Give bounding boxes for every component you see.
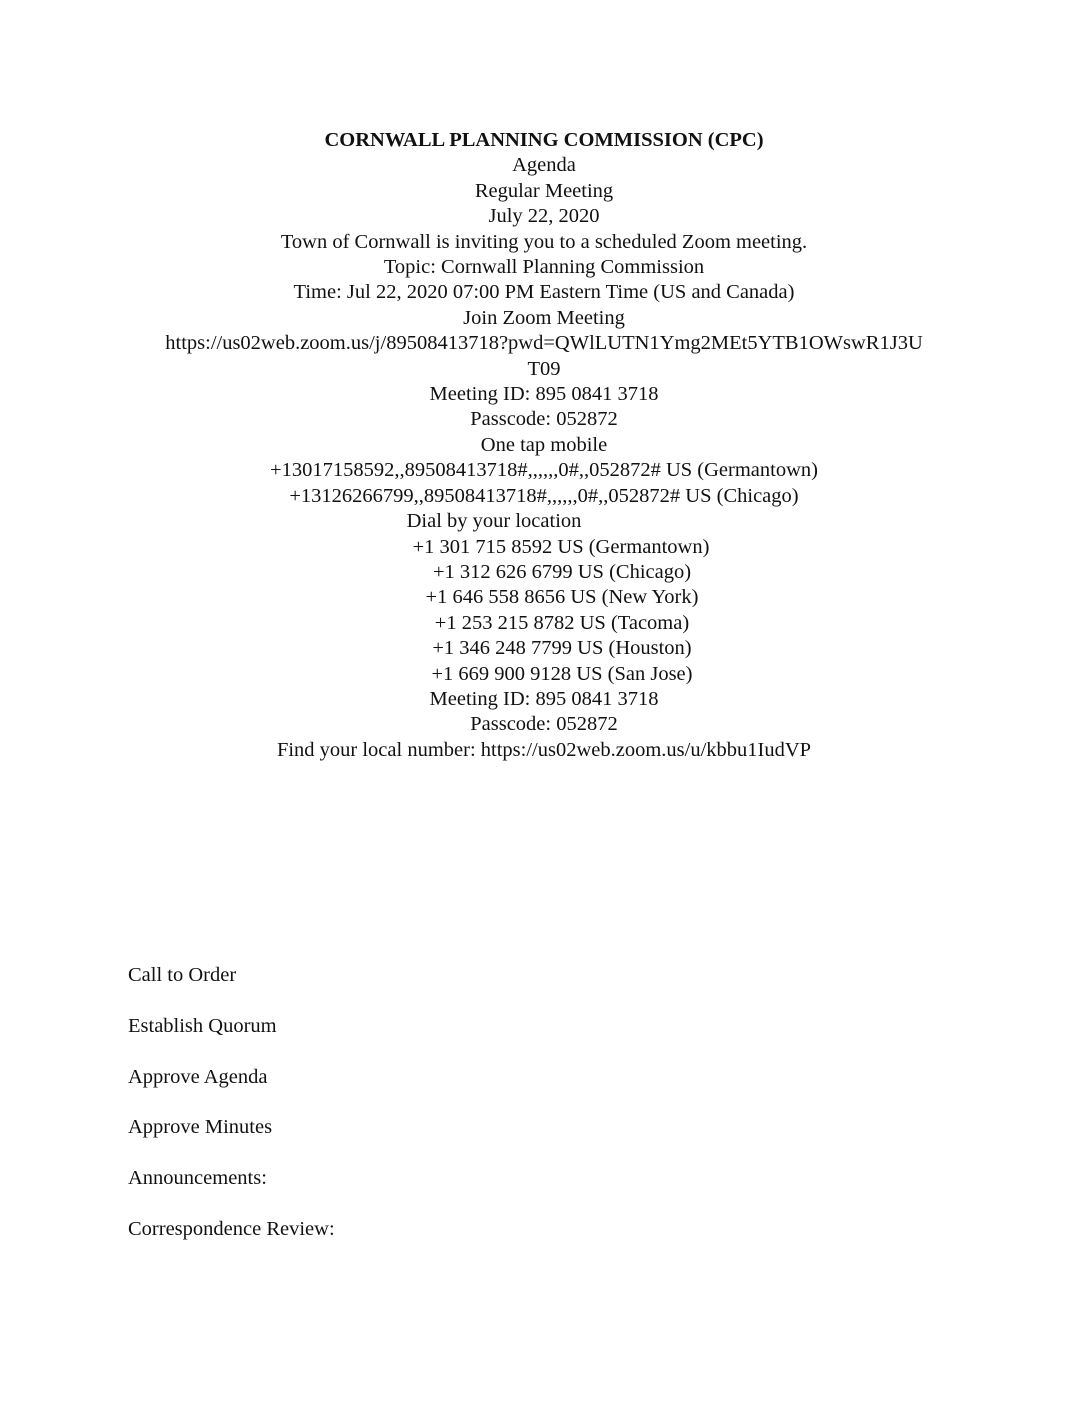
dial-number: +1 346 248 7799 US (Houston) bbox=[432, 637, 692, 660]
join-url-line1: https://us02web.zoom.us/j/89508413718?pwd=QWlLUTN1Ymg2MEt5YTB1OWswR1J3U bbox=[165, 332, 923, 355]
agenda-item: Call to Order bbox=[128, 964, 237, 986]
dial-number: +1 312 626 6799 US (Chicago) bbox=[432, 560, 692, 583]
agenda-list bbox=[128, 963, 335, 1268]
meeting-type: Regular Meeting bbox=[474, 179, 614, 202]
agenda-item: Establish Quorum bbox=[128, 1014, 277, 1037]
meeting-id: Meeting ID: 895 0841 3718 bbox=[429, 687, 659, 710]
passcode: Passcode: 052872 bbox=[470, 713, 618, 736]
document-type: Agenda bbox=[512, 154, 576, 177]
passcode: Passcode: 052872 bbox=[470, 408, 618, 431]
document-header bbox=[0, 128, 1088, 763]
dial-label: Dial by your location bbox=[406, 510, 582, 533]
local-number-link[interactable]: Find your local number: https://us02web.zoom.us/u/kbbu1IudVP bbox=[276, 738, 812, 761]
dial-number: +1 301 715 8592 US (Germantown) bbox=[412, 535, 710, 558]
meeting-date: July 22, 2020 bbox=[488, 205, 600, 228]
dial-number: +1 253 215 8782 US (Tacoma) bbox=[434, 611, 690, 634]
one-tap-label: One tap mobile bbox=[480, 433, 608, 456]
agenda-item: Approve Agenda bbox=[128, 1065, 268, 1088]
join-label: Join Zoom Meeting bbox=[463, 306, 625, 329]
agenda-item: Announcements: bbox=[128, 1167, 267, 1190]
meeting-time: Time: Jul 22, 2020 07:00 PM Eastern Time (US and Canada) bbox=[293, 281, 795, 304]
agenda-item: Correspondence Review: bbox=[128, 1217, 335, 1240]
dial-number: +1 646 558 8656 US (New York) bbox=[425, 586, 699, 609]
one-tap-number: +13126266799,,89508413718#,,,,,,0#,,052872# US (Chicago) bbox=[289, 484, 799, 507]
join-url-line2: T09 bbox=[527, 357, 561, 380]
meeting-topic: Topic: Cornwall Planning Commission bbox=[383, 256, 705, 279]
document-title: CORNWALL PLANNING COMMISSION (CPC) bbox=[324, 129, 764, 151]
agenda-item: Approve Minutes bbox=[128, 1116, 273, 1139]
invitation-text: Town of Cornwall is inviting you to a scheduled Zoom meeting. bbox=[280, 230, 808, 253]
one-tap-number: +13017158592,,89508413718#,,,,,,0#,,052872# US (Germantown) bbox=[270, 459, 818, 482]
meeting-id: Meeting ID: 895 0841 3718 bbox=[429, 383, 659, 406]
dial-number: +1 669 900 9128 US (San Jose) bbox=[431, 662, 693, 685]
